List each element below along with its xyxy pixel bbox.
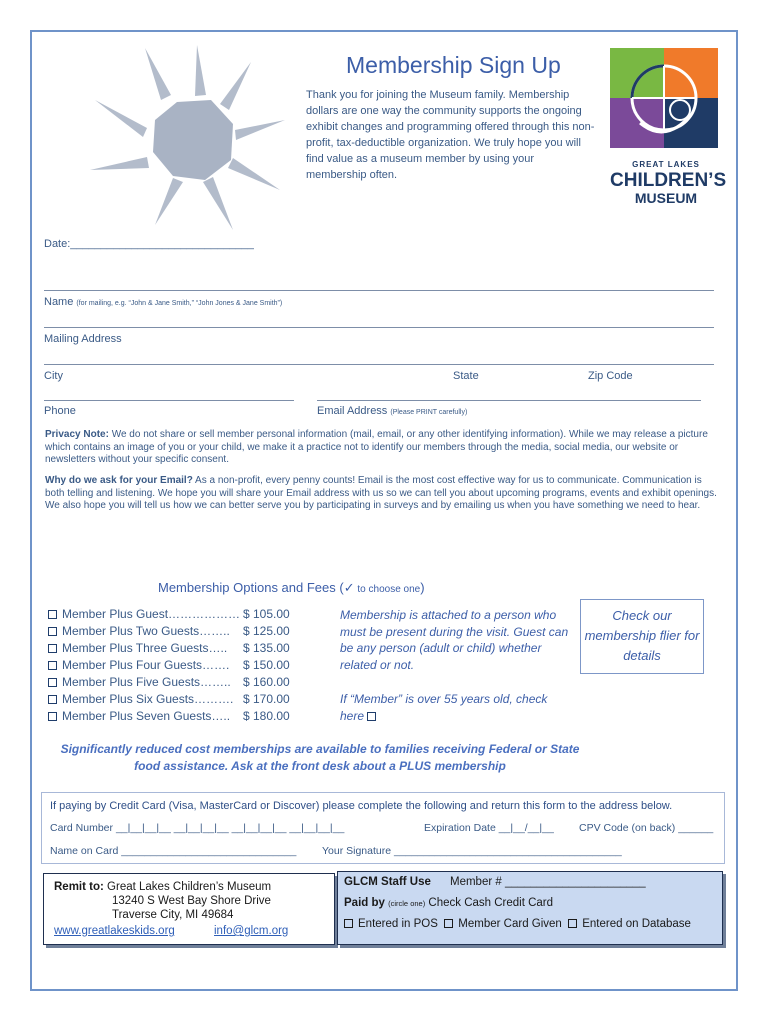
checkbox-icon[interactable] bbox=[48, 695, 57, 704]
sun-center bbox=[153, 100, 233, 180]
options-title-close: ) bbox=[420, 580, 425, 595]
options-title-text: Membership Options and Fees ( bbox=[158, 580, 344, 595]
checkbox-icon[interactable] bbox=[48, 661, 57, 670]
mailing-address-label: Mailing Address bbox=[44, 333, 122, 345]
state-label: State bbox=[453, 370, 479, 382]
email-hint: (Please PRINT carefully) bbox=[390, 409, 468, 416]
checkbox-icon[interactable] bbox=[568, 919, 577, 928]
cpv-field[interactable]: CPV Code (on back) ______ bbox=[579, 822, 714, 834]
option-member-plus-guest[interactable] bbox=[48, 607, 240, 621]
mailing-address-line[interactable] bbox=[44, 327, 714, 328]
date-blank: ______________________________ bbox=[70, 238, 254, 250]
sun-ray bbox=[90, 157, 149, 170]
checkbox-icon[interactable] bbox=[444, 919, 453, 928]
options-title-hint: to choose one bbox=[354, 584, 421, 595]
logo-purple-square bbox=[610, 98, 664, 148]
website-link[interactable]: www.greatlakeskids.org bbox=[54, 925, 175, 937]
remit-line-3: Traverse City, MI 49684 bbox=[112, 909, 234, 921]
email-field-label bbox=[317, 405, 467, 417]
card-given-label: Member Card Given bbox=[458, 918, 562, 930]
option-label: Member Plus Five Guests…….. bbox=[62, 675, 231, 689]
email-label: Email Address bbox=[317, 405, 388, 417]
email-line[interactable] bbox=[317, 400, 701, 401]
checkbox-icon[interactable] bbox=[48, 644, 57, 653]
staff-title: GLCM Staff Use bbox=[344, 876, 431, 888]
options-title bbox=[158, 580, 425, 596]
why-email-heading: Why do we ask for your Email? bbox=[45, 475, 193, 486]
entered-pos-option[interactable] bbox=[344, 918, 438, 930]
checkbox-icon[interactable] bbox=[48, 610, 57, 619]
option-label: Member Plus Seven Guests….. bbox=[62, 709, 231, 723]
option-member-plus-six-guests[interactable] bbox=[48, 692, 233, 706]
remit-address bbox=[54, 880, 271, 922]
senior-note-text: If “Member” is over 55 years old, check here bbox=[340, 692, 548, 723]
city-label: City bbox=[44, 370, 63, 382]
option-price: $ 105.00 bbox=[243, 607, 290, 621]
logo-line-1: GREAT LAKES bbox=[632, 160, 700, 169]
option-member-plus-seven-guests[interactable] bbox=[48, 709, 230, 723]
privacy-text: We do not share or sell member personal information (mail, email, or any other identifying information). While we may release a picture which contains an image of you or your child, we make it a practice not to identify our members through the media, social media, our website or newsletters without your specific consent. bbox=[45, 429, 708, 465]
zip-code-label: Zip Code bbox=[588, 370, 633, 382]
entered-pos-label: Entered in POS bbox=[358, 918, 438, 930]
member-number-field[interactable]: Member # ______________________ bbox=[450, 876, 646, 888]
option-member-plus-four-guests[interactable] bbox=[48, 658, 229, 672]
city-state-zip-line[interactable] bbox=[44, 364, 714, 365]
payment-methods[interactable]: Check Cash Credit Card bbox=[428, 897, 554, 909]
privacy-note bbox=[45, 429, 721, 467]
option-price: $ 150.00 bbox=[243, 658, 290, 672]
logo-green-square bbox=[610, 48, 664, 98]
logo-line-2: CHILDREN’S bbox=[610, 170, 727, 191]
checkbox-icon[interactable] bbox=[48, 627, 57, 636]
option-price: $ 135.00 bbox=[243, 641, 290, 655]
option-price: $ 160.00 bbox=[243, 675, 290, 689]
date-label: Date: bbox=[44, 238, 71, 250]
phone-line[interactable] bbox=[44, 400, 294, 401]
circle-one-hint: (circle one) bbox=[388, 899, 426, 908]
checkbox-icon[interactable] bbox=[344, 919, 353, 928]
phone-label: Phone bbox=[44, 405, 76, 417]
logo-text bbox=[610, 160, 727, 206]
why-email-text: As a non-profit, every penny counts! Email is the most cost effective way for us to communicate. Communication is both telling and listening. We hope you will share your Email address with us so we can tell you about upcoming programs, events and exhibit openings. We also hope you will tell us how we can better serve you by participating in surveys and by emailing us when you have something we need to hear. bbox=[45, 475, 717, 511]
logo-line-3: MUSEUM bbox=[634, 190, 698, 206]
name-field-label bbox=[44, 296, 282, 308]
email-link[interactable]: info@glcm.org bbox=[214, 925, 289, 937]
sun-ray bbox=[155, 178, 183, 225]
membership-note: Membership is attached to a person who must be present during the visit. Guest can be any person (adult or child) whether related or not. bbox=[340, 608, 569, 672]
name-hint: (for mailing, e.g. “John & Jane Smith,” “John Jones & Jane Smith”) bbox=[76, 300, 283, 307]
paid-by-label: Paid by bbox=[344, 897, 385, 909]
staff-checkboxes bbox=[344, 918, 691, 930]
page-title: Membership Sign Up bbox=[346, 52, 561, 78]
date-field[interactable] bbox=[44, 238, 254, 250]
remit-line-2: 13240 S West Bay Shore Drive bbox=[112, 895, 271, 907]
staff-title-row bbox=[344, 876, 431, 888]
expiration-field[interactable]: Expiration Date __|__/__|__ bbox=[424, 822, 554, 834]
sun-ray bbox=[203, 177, 233, 230]
intro-text: Thank you for joining the Museum family. Membership dollars are one way the community supports the ongoing exhibit changes and programming offered through this non-profit, tax-deductible organization. We truly hope you will find value as a museum member by using your membership often. bbox=[306, 89, 595, 181]
option-member-plus-two-guests[interactable] bbox=[48, 624, 230, 638]
option-label: Member Plus Six Guests………. bbox=[62, 692, 234, 706]
sun-ray bbox=[220, 62, 251, 110]
option-label: Member Plus Two Guests…….. bbox=[62, 624, 230, 638]
remit-name: Great Lakes Children’s Museum bbox=[107, 881, 272, 893]
logo-mark bbox=[610, 48, 718, 148]
sun-ray bbox=[228, 158, 280, 190]
name-label: Name bbox=[44, 296, 74, 308]
credit-card-title: If paying by Credit Card (Visa, MasterCard or Discover) please complete the following and return this form to the address below. bbox=[50, 800, 673, 812]
option-label: Member Plus Four Guests……. bbox=[62, 658, 230, 672]
option-price: $ 180.00 bbox=[243, 709, 290, 723]
privacy-heading: Privacy Note: bbox=[45, 429, 109, 440]
museum-logo bbox=[610, 48, 727, 208]
remit-line-1 bbox=[54, 880, 271, 894]
sun-ray bbox=[195, 45, 206, 96]
option-label: Member Plus Three Guests….. bbox=[62, 641, 228, 655]
card-number-field[interactable]: Card Number __|__|__|__ __|__|__|__ __|__|__|__ __|__|__|__ bbox=[50, 822, 345, 834]
sun-illustration bbox=[85, 40, 305, 240]
name-line[interactable] bbox=[44, 290, 714, 291]
paid-by-row bbox=[344, 897, 553, 909]
sun-ray bbox=[95, 100, 147, 137]
sun-ray bbox=[145, 48, 171, 100]
entered-db-option[interactable] bbox=[568, 918, 691, 930]
staff-use-box bbox=[337, 871, 723, 945]
option-price: $ 125.00 bbox=[243, 624, 290, 638]
option-member-plus-five-guests[interactable] bbox=[48, 675, 231, 689]
card-given-option[interactable] bbox=[444, 918, 562, 930]
option-price: $ 170.00 bbox=[243, 692, 290, 706]
flier-callout: Check our membership flier for details bbox=[580, 599, 704, 674]
logo-orange-square bbox=[664, 48, 718, 98]
checkmark-icon: ✓ bbox=[343, 580, 355, 595]
senior-checkbox-icon[interactable] bbox=[367, 712, 376, 721]
entered-db-label: Entered on Database bbox=[582, 918, 691, 930]
option-member-plus-three-guests[interactable] bbox=[48, 641, 227, 655]
remit-label: Remit to: bbox=[54, 881, 104, 893]
checkbox-icon[interactable] bbox=[48, 712, 57, 721]
signature-field[interactable]: Your Signature _______________________________________ bbox=[322, 845, 622, 857]
senior-note bbox=[340, 691, 570, 724]
name-on-card-field[interactable]: Name on Card ______________________________ bbox=[50, 845, 297, 857]
option-label: Member Plus Guest……………… bbox=[62, 607, 241, 621]
reduced-cost-note: Significantly reduced cost memberships are available to families receiving Federal or State food assistance. Ask at the front desk about a PLUS membership bbox=[60, 742, 580, 773]
why-email-note bbox=[45, 475, 721, 513]
sun-ray bbox=[235, 120, 285, 140]
checkbox-icon[interactable] bbox=[48, 678, 57, 687]
remit-box bbox=[43, 873, 335, 945]
